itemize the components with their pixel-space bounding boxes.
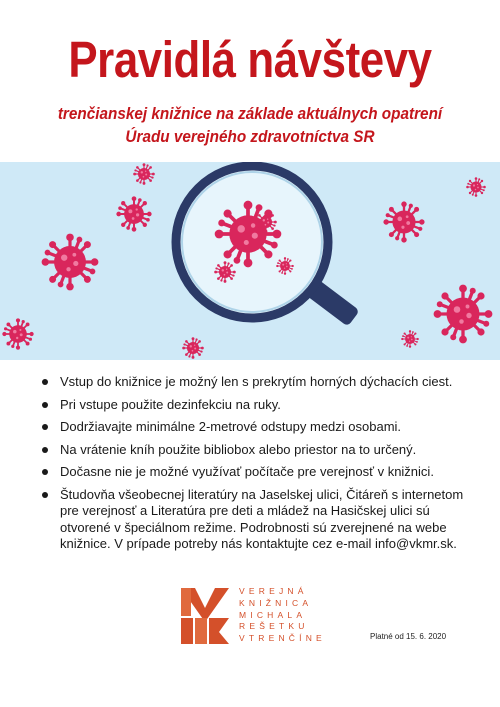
rules-list — [40, 374, 480, 559]
logo-line: KNIŽNICA — [239, 597, 313, 608]
bullet-icon — [42, 469, 48, 475]
virus-magnifier-illustration — [0, 162, 500, 360]
bullet-icon — [42, 402, 48, 408]
bullet-icon — [42, 492, 48, 498]
logo-line: VTRENČÍNE — [239, 633, 326, 644]
bullet-icon — [42, 447, 48, 453]
valid-from-note: Platné od 15. 6. 2020 — [370, 632, 447, 641]
coronavirus-icon — [116, 196, 151, 231]
logo-line: VEREJNÁ — [239, 586, 308, 596]
rule-item — [40, 464, 480, 481]
rule-text: Pri vstupe použite dezinfekciu na ruky. — [60, 396, 281, 412]
bullet-icon — [42, 424, 48, 430]
hero-illustration — [0, 162, 500, 360]
rule-item — [40, 374, 480, 391]
magnifying-glass-icon — [176, 166, 360, 327]
library-logo — [181, 586, 331, 648]
coronavirus-icon — [2, 318, 33, 349]
subtitle-line-1: trenčianskej knižnice na základe aktuálnych opatrení — [57, 104, 443, 123]
bullet-icon — [42, 379, 48, 385]
coronavirus-icon — [466, 177, 486, 197]
rule-text: Vstup do knižnice je možný len s prekrytím horných dýchacích ciest. — [60, 374, 453, 389]
page-title: Pravidlá návštevy — [68, 31, 432, 88]
coronavirus-icon — [383, 201, 424, 242]
coronavirus-icon — [401, 330, 419, 348]
rule-item — [40, 442, 480, 459]
library-logo-mark — [181, 588, 229, 644]
coronavirus-icon — [434, 285, 493, 344]
logo-line: MICHALA — [239, 609, 307, 620]
rule-text: Dočasne nie je možné využívať počítače pre verejnosť v knižnici. — [60, 464, 434, 479]
rule-item — [40, 397, 480, 414]
coronavirus-icon — [182, 337, 204, 359]
rule-text: Dodržiavajte minimálne 2-metrové odstupy medzi osobami. — [60, 419, 402, 434]
subtitle-line-2: Úradu verejného zdravotníctva SR — [125, 127, 375, 146]
rule-item — [40, 487, 480, 553]
rule-item — [40, 419, 480, 436]
logo-line: REŠETKU — [239, 621, 309, 632]
rule-text: Študovňa všeobecnej literatúry na Jaselskej ulici, Čitáreň s internetom pre verejnosť a Literatúra pre deti a mládež na Hasičskej ulici sú otvorené v špeciálnom režime. Podrobnosti sú zverejnené na webe knižnice. V prípade potreby nás kontaktujte cez e-mail info@vkmr.sk. — [60, 486, 464, 551]
rule-text: Na vrátenie kníh použite bibliobox alebo priestor na to určený. — [60, 441, 417, 457]
coronavirus-icon — [133, 163, 155, 185]
coronavirus-icon — [42, 234, 99, 291]
library-name — [239, 586, 326, 645]
